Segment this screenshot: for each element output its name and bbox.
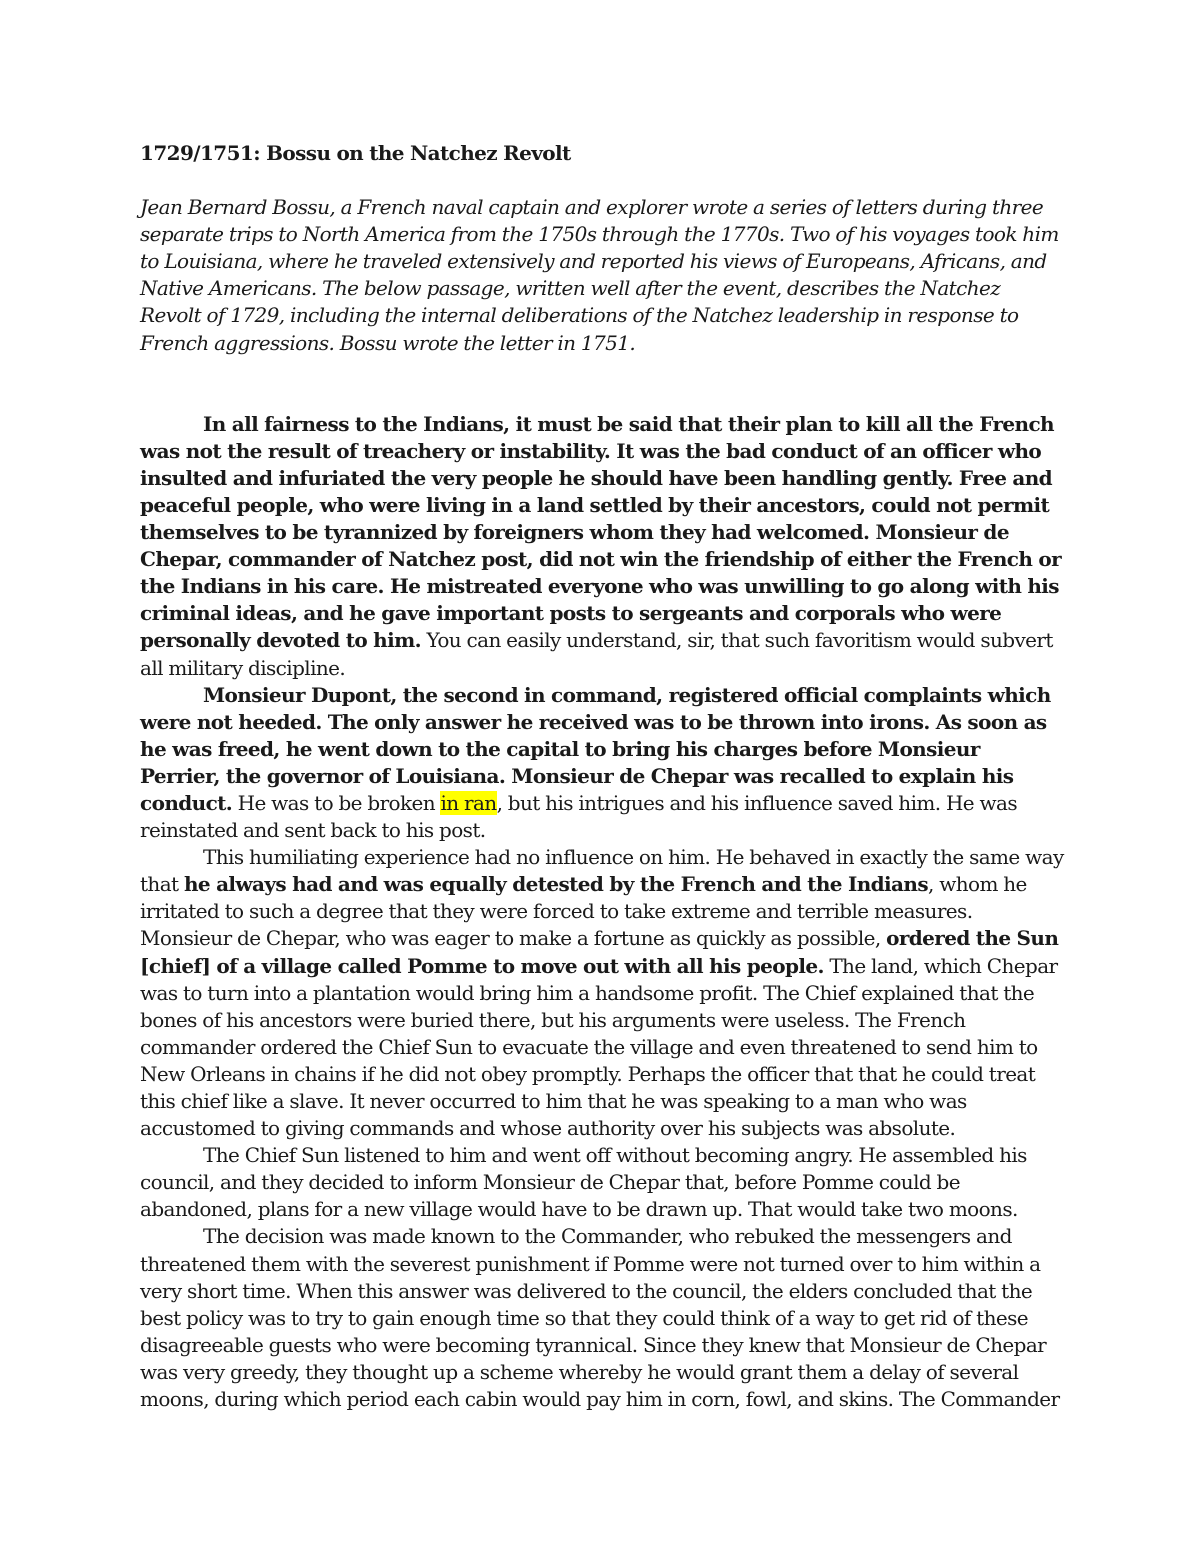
document-page (140, 140, 1065, 1413)
paragraph-3-e: The land, which Chepar was to turn into a plantation would bring him a handsome profit. The Chief explained that the bones of his ancestors were buried there, but his arguments were useless. The French commander ordered the Chief Sun to evacuate the village and even threatened to send him to New Orleans in chains if he did not obey promptly. Perhaps the officer that that he could treat this chief like a slave. It never occurred to him that he was speaking to a man who was accustomed to giving commands and whose authority over his subjects was absolute. (140, 953, 1058, 1141)
paragraph-3 (140, 844, 1065, 1142)
paragraph-2-before-highlight: He was to be broken (232, 790, 441, 815)
paragraph-1-rest: You can easily understand, sir, that such favoritism would subvert all military discipline. (140, 628, 1053, 680)
paragraph-2-bold: Monsieur Dupont, the second in command, registered official complaints which were not heeded. The only answer he received was to be thrown into irons. As soon as he was freed, he went down to the capital to bring his charges before Monsieur Perrier, the governor of Louisiana. Monsieur de Chepar was recalled to explain his conduct. (140, 682, 1051, 815)
paragraph-5: The decision was made known to the Commander, who rebuked the messengers and threatened them with the severest punishment if Pomme were not turned over to him within a very short time. When this answer was delivered to the council, the elders concluded that the best policy was to try to gain enough time so that they could think of a way to get rid of these disagreeable guests who were becoming tyrannical. Since they knew that Monsieur de Chepar was very greedy, they thought up a scheme whereby he would grant them a delay of several moons, during which period each cabin would pay him in corn, fowl, and skins. The Commander (140, 1224, 1060, 1412)
intro-paragraph: Jean Bernard Bossu, a French naval captain and explorer wrote a series of letters during three separate trips to North America from the 1750s through the 1770s. Two of his voyages took him to Louisiana, where he traveled extensively and reported his views of Europeans, Africans, and Native Americans. The below passage, written well after the event, describes the Natchez Revolt of 1729, including the internal deliberations of the Natchez leadership in response to French aggressions. Bossu wrote the letter in 1751. (140, 195, 1059, 355)
document-title: 1729/1751: Bossu on the Natchez Revolt (140, 141, 571, 165)
highlighted-text: in ran (440, 790, 497, 815)
paragraph-3-a: This humiliating experience had no influence on him. He behaved in exactly the same way that (140, 845, 1064, 897)
paragraph-4: The Chief Sun listened to him and went off without becoming angry. He assembled his council, and they decided to inform Monsieur de Chepar that, before Pomme could be abandoned, plans for a new village would have to be drawn up. That would take two moons. (140, 1143, 1027, 1222)
paragraph-3-b-bold: he always had and was equally detested by the French and the Indians (183, 872, 928, 897)
paragraph-2 (140, 682, 1065, 845)
paragraph-3-d-bold: ordered the Sun [chief] of a village called Pomme to move out with all his people. (140, 926, 1059, 978)
paragraph-1 (140, 411, 1065, 682)
paragraph-3-c: , whom he irritated to such a degree that they were forced to take extreme and terrible measures. Monsieur de Chepar, who was eager to make a fortune as quickly as possible, (140, 872, 1027, 951)
paragraph-2-after-highlight: , but his intrigues and his influence saved him. He was reinstated and sent back to his post. (140, 790, 1017, 843)
paragraph-1-bold: In all fairness to the Indians, it must be said that their plan to kill all the French was not the result of treachery or instability. It was the bad conduct of an officer who insulted and infuriated the very people he should have been handling gently. Free and peaceful people, who were living in a land settled by their ancestors, could not permit themselves to be tyrannized by foreigners whom they had welcomed. Monsieur de Chepar, commander of Natchez post, did not win the friendship of either the French or the Indians in his care. He mistreated everyone who was unwilling to go along with his criminal ideas, and he gave important posts to sergeants and corporals who were personally devoted to him. (140, 411, 1062, 653)
